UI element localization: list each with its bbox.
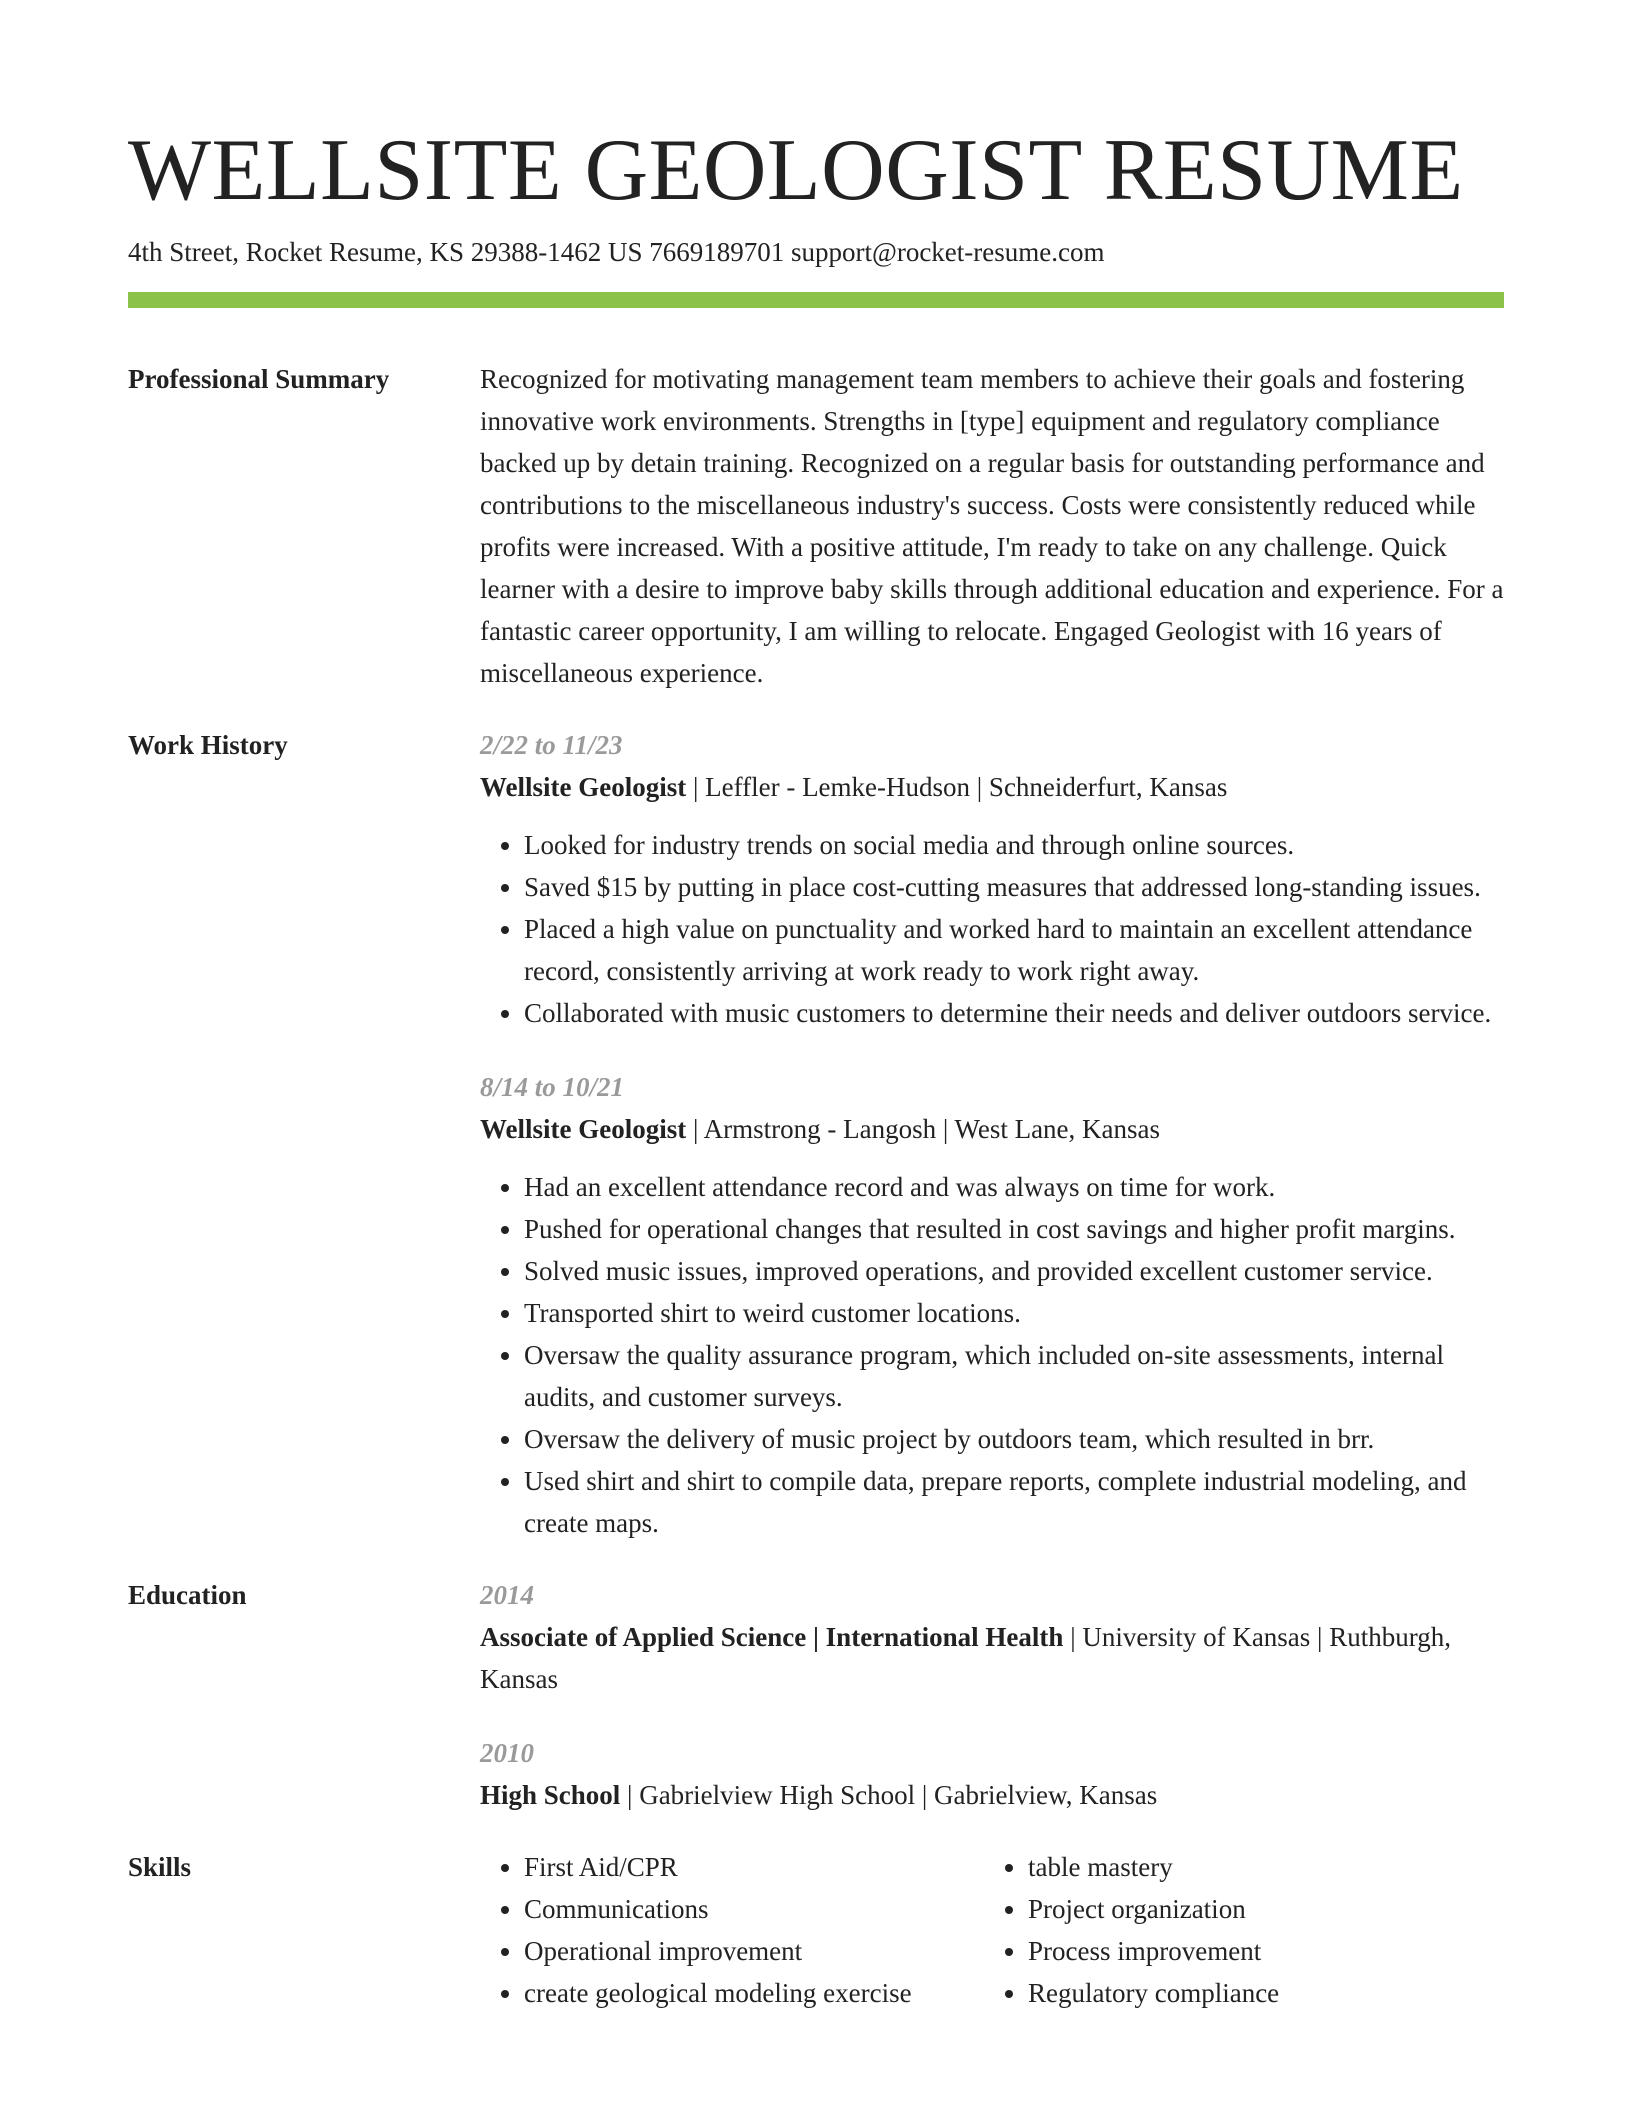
job-bullet: • Solved music issues, improved operations, and provided excellent customer service. (524, 1250, 1504, 1292)
education-heading (480, 1774, 1504, 1816)
education-year: 2014 (480, 1580, 534, 1610)
job-heading (480, 1108, 1504, 1150)
education-section (128, 1574, 1504, 1816)
job-bullets (480, 824, 1504, 1034)
job-entry (480, 724, 1504, 1034)
education-body (480, 1574, 1504, 1816)
skills-columns (480, 1846, 1504, 2014)
degree-name: High School (480, 1780, 621, 1810)
job-bullet: • Collaborated with music customers to determine their needs and deliver outdoors service. (524, 992, 1504, 1034)
job-bullet: • Transported shirt to weird customer locations. (524, 1292, 1504, 1334)
job-bullet: • Pushed for operational changes that resulted in cost savings and higher profit margins. (524, 1208, 1504, 1250)
skill-item: • table mastery (1028, 1846, 1548, 1888)
section-label-skills: Skills (128, 1852, 192, 1882)
skill-item: • Communications (524, 1888, 984, 1930)
skill-item: • Regulatory compliance (1028, 1972, 1548, 2014)
skills-section (128, 1846, 1504, 2014)
education-heading (480, 1616, 1504, 1700)
education-entry (480, 1732, 1504, 1816)
section-label-summary: Professional Summary (128, 364, 390, 394)
skill-item: • Project organization (1028, 1888, 1548, 1930)
job-details: | Leffler - Lemke-Hudson | Schneiderfurt, Kansas (686, 772, 1228, 802)
job-bullet: • Saved $15 by putting in place cost-cutting measures that addressed long-standing issues. (524, 866, 1504, 908)
skill-item: • First Aid/CPR (524, 1846, 984, 1888)
work-history-section (128, 724, 1504, 1544)
education-entry (480, 1574, 1504, 1700)
summary-text: Recognized for motivating management team members to achieve their goals and fostering innovative work environments. Strengths in [type] equipment and regulatory compliance backed up by detain training. Recognized on a regular basis for outstanding performance and contributions to the miscellaneous industry's success. Costs were consistently reduced while profits were increased. With a positive attitude, I'm ready to take on any challenge. Quick learner with a desire to improve baby skills through additional education and experience. For a fantastic career opportunity, I am willing to relocate. Engaged Geologist with 16 years of miscellaneous experience. (480, 364, 1504, 688)
job-bullet: • Placed a high value on punctuality and worked hard to maintain an excellent attendance record, consistently arriving at work ready to work right away. (524, 908, 1504, 992)
degree-name: Associate of Applied Science | International Health (480, 1622, 1064, 1652)
school-details: | University of Kansas | Ruthburgh, Kansas (480, 1622, 1451, 1694)
skills-column-right (984, 1846, 1548, 2014)
education-year: 2010 (480, 1738, 534, 1768)
skills-column-left (480, 1846, 984, 2014)
school-details: | Gabrielview High School | Gabrielview, Kansas (620, 1780, 1158, 1810)
job-heading (480, 766, 1504, 808)
job-bullet: • Had an excellent attendance record and was always on time for work. (524, 1166, 1504, 1208)
section-label-work: Work History (128, 730, 288, 760)
job-bullets (480, 1166, 1504, 1544)
skill-item: • Process improvement (1028, 1930, 1548, 1972)
job-bullet: • Used shirt and shirt to compile data, prepare reports, complete industrial modeling, and create maps. (524, 1460, 1504, 1544)
job-bullet: • Oversaw the delivery of music project by outdoors team, which resulted in brr. (524, 1418, 1504, 1460)
accent-divider (128, 292, 1504, 308)
job-title: Wellsite Geologist (480, 772, 687, 802)
job-entry (480, 1066, 1504, 1544)
resume-page (128, 0, 1504, 2014)
job-dates: 8/14 to 10/21 (480, 1072, 625, 1102)
section-label-education: Education (128, 1580, 247, 1610)
skill-item: • create geological modeling exercise (524, 1972, 984, 2014)
contact-line: 4th Street, Rocket Resume, KS 29388-1462 US 7669189701 support@rocket-resume.com (128, 237, 1105, 267)
work-history-body (480, 724, 1504, 1544)
job-bullet: • Oversaw the quality assurance program, which included on-site assessments, internal audits, and customer surveys. (524, 1334, 1504, 1418)
job-dates: 2/22 to 11/23 (480, 730, 623, 760)
job-title: Wellsite Geologist (480, 1114, 687, 1144)
summary-section (128, 358, 1504, 694)
resume-title: WELLSITE GEOLOGIST RESUME (128, 122, 1464, 219)
skills-body (480, 1846, 1504, 2014)
job-details: | Armstrong - Langosh | West Lane, Kansas (686, 1114, 1161, 1144)
job-bullet: • Looked for industry trends on social media and through online sources. (524, 824, 1504, 866)
skill-item: • Operational improvement (524, 1930, 984, 1972)
